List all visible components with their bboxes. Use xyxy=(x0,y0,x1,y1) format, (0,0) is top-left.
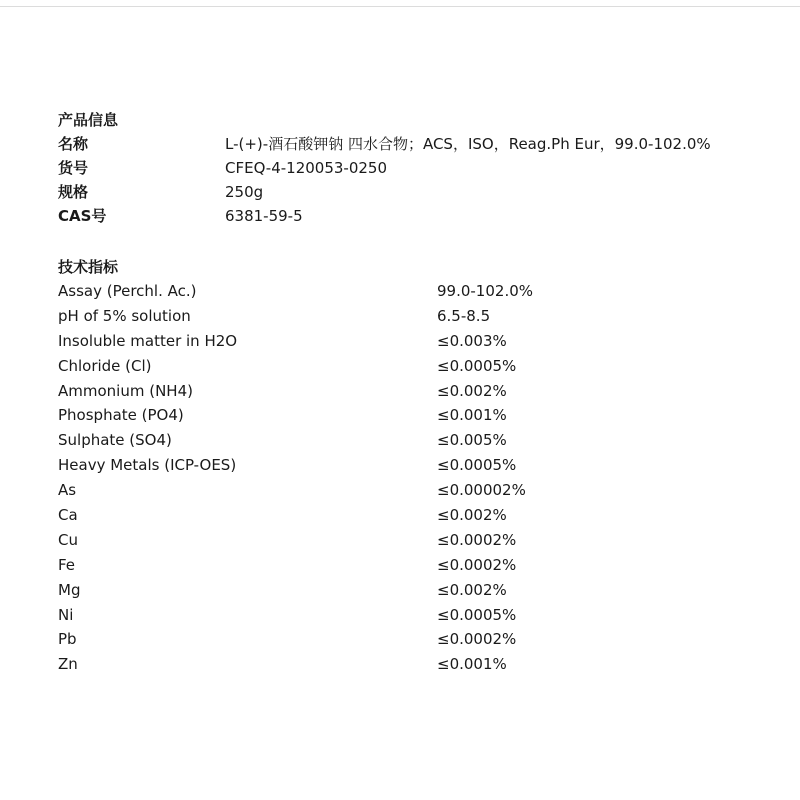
spec-row xyxy=(58,553,778,578)
spec-row xyxy=(58,379,778,404)
spec-name: pH of 5% solution xyxy=(58,306,191,325)
info-row-package-size xyxy=(58,180,778,204)
spec-value: 99.0-102.0% xyxy=(437,282,534,300)
spec-name: Phosphate (PO4) xyxy=(58,406,184,425)
spec-name: Insoluble matter in H2O xyxy=(58,331,238,350)
spec-value: ≤0.005% xyxy=(437,431,507,450)
tech-specs-heading: 技术指标 xyxy=(58,258,119,276)
spec-name: Chloride (Cl) xyxy=(58,356,152,375)
spec-row xyxy=(58,603,778,628)
spec-row xyxy=(58,503,778,528)
info-value: 250g xyxy=(225,183,264,201)
spec-value: ≤0.0005% xyxy=(437,356,517,375)
spec-name: Mg xyxy=(58,580,81,599)
info-value: 6381-59-5 xyxy=(225,207,303,225)
spec-name: Heavy Metals (ICP-OES) xyxy=(58,456,237,475)
section-spacer xyxy=(58,228,778,255)
spec-value: ≤0.002% xyxy=(437,580,507,599)
spec-name: Assay (Perchl. Ac.) xyxy=(58,282,197,300)
tech-specs-list xyxy=(58,279,778,677)
spec-name: Ammonium (NH4) xyxy=(58,381,193,400)
spec-name: Sulphate (SO4) xyxy=(58,431,172,450)
info-label: CAS号 xyxy=(58,207,107,225)
spec-value: ≤0.002% xyxy=(437,381,507,400)
spec-row xyxy=(58,279,778,304)
spec-value: ≤0.0002% xyxy=(437,630,517,649)
spec-name: Zn xyxy=(58,655,78,674)
spec-row xyxy=(58,403,778,428)
spec-row xyxy=(58,627,778,652)
info-row-cas xyxy=(58,204,778,228)
spec-value: ≤0.00002% xyxy=(437,481,526,500)
spec-value: 6.5-8.5 xyxy=(437,306,491,325)
info-row-name xyxy=(58,132,778,156)
spec-value: ≤0.001% xyxy=(437,406,507,425)
info-value: L-(+)-酒石酸钾钠 四水合物；ACS，ISO，Reag.Ph Eur，99.0-102.0% xyxy=(225,135,711,153)
spec-name: Pb xyxy=(58,630,77,649)
top-divider xyxy=(0,6,800,7)
spec-row xyxy=(58,304,778,329)
info-value: CFEQ-4-120053-0250 xyxy=(225,159,388,177)
spec-value: ≤0.0002% xyxy=(437,530,517,549)
spec-row xyxy=(58,528,778,553)
spec-value: ≤0.0005% xyxy=(437,456,517,475)
spec-name: Fe xyxy=(58,555,76,574)
product-info-list xyxy=(58,132,778,228)
spec-row xyxy=(58,428,778,453)
spec-value: ≤0.0005% xyxy=(437,605,517,624)
spec-row xyxy=(58,652,778,677)
spec-row xyxy=(58,329,778,354)
spec-name: As xyxy=(58,481,77,500)
spec-name: Ni xyxy=(58,605,74,624)
spec-value: ≤0.001% xyxy=(437,655,507,674)
spec-value: ≤0.002% xyxy=(437,506,507,525)
spec-name: Cu xyxy=(58,530,78,549)
product-info-heading: 产品信息 xyxy=(58,111,119,129)
info-label: 名称 xyxy=(58,135,89,153)
info-row-item-number xyxy=(58,156,778,180)
product-document xyxy=(58,108,778,677)
spec-row xyxy=(58,354,778,379)
info-label: 货号 xyxy=(58,159,89,177)
spec-value: ≤0.0002% xyxy=(437,555,517,574)
spec-value: ≤0.003% xyxy=(437,331,507,350)
spec-row xyxy=(58,478,778,503)
spec-row xyxy=(58,453,778,478)
spec-row xyxy=(58,578,778,603)
spec-name: Ca xyxy=(58,506,78,525)
info-label: 规格 xyxy=(58,183,89,201)
